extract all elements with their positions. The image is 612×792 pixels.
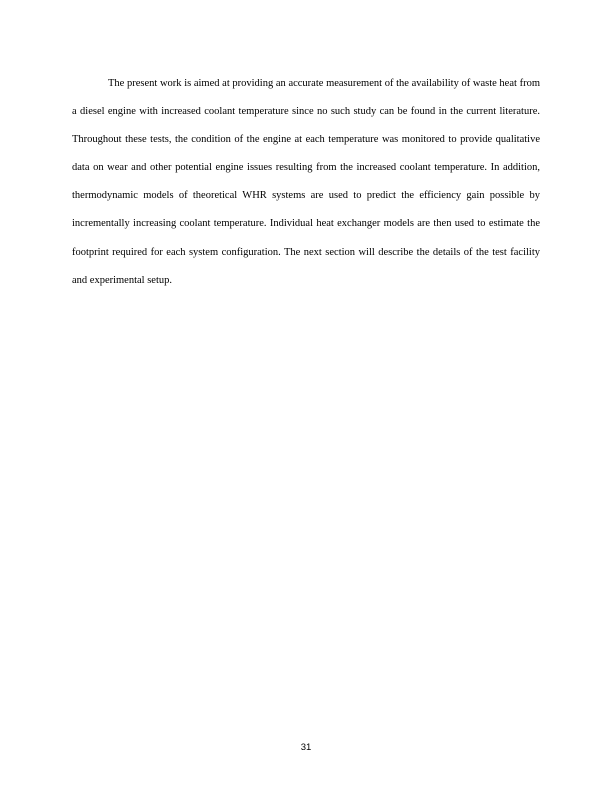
body-paragraph: The present work is aimed at providing an accurate measurement of the availability of waste heat from a diesel engine with increased coolant temperature since no such study can be found in the current literature. Throughout these tests, the condition of the engine at each temperature was monitored to provide qualitative data on wear and other potential engine issues resulting from the increased coolant temperature. In addition, thermodynamic models of theoretical WHR systems are used to predict the efficiency gain possible by incrementally increasing coolant temperature. Individual heat exchanger models are then used to estimate the footprint required for each system configuration. The next section will describe the details of the test facility and experimental setup. bbox=[72, 78, 540, 286]
page-number: 31 bbox=[300, 742, 312, 753]
